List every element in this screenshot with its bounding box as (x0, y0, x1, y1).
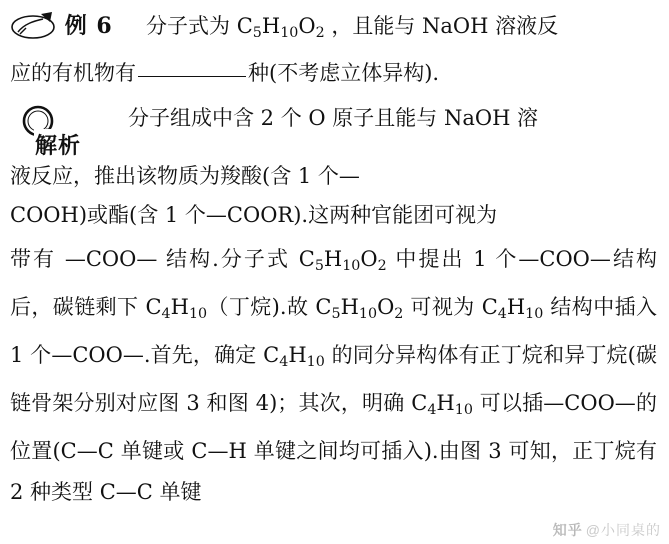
watermark-user: @小同桌的 (585, 522, 661, 538)
analysis-label: 解析 (34, 129, 82, 160)
example-text-continued: 应的有机物有 (10, 60, 136, 85)
analysis-line-1: 分子组成中含 2 个 O 原子且能与 NaOH 溶 (128, 105, 539, 130)
analysis-header (10, 99, 657, 157)
analysis-line-2: 液反应，推出该物质为羧酸(含 1 个— (10, 163, 360, 188)
example-text-after: 种(不考虑立体异构). (248, 60, 440, 85)
example-text-before: 分子式为 $C_5H_{10}O_2$ ，且能与 NaOH 溶液反 (119, 14, 559, 41)
watermark-logo: 知乎 (552, 522, 583, 538)
answer-blank[interactable] (138, 76, 246, 77)
example-block (10, 6, 657, 93)
pen-writing-icon (10, 10, 56, 40)
analysis-body: 带有 —COO— 结构.分子式 $C_5H_{10}O_2$ 中提出 1 个—COO—结构后，碳链剩下 $C_4H_{10}$（丁烷).故 $C_5H_{10}O_2$ 可视为 $C_4H_{10}$ 结构中插入 1 个—COO—.首先，确定 $C_4H_{10}$ 的同分异构体有正丁烷和异丁烷(碳链骨架分别对应图 3 和图 4)；其次，明确 $C_4H_{10}$ 可以插—COO—的位置(C—C 单键或 C—H 单键之间均可插入).由图 3 可知，正丁烷有 2 种类型 C—C 单键 (10, 246, 657, 504)
example-label: 例 6 (64, 13, 113, 39)
watermark (553, 520, 661, 540)
example-line (10, 6, 657, 93)
analysis-line-3: COOH)或酯(含 1 个—COOR).这两种官能团可视为 (10, 202, 498, 227)
